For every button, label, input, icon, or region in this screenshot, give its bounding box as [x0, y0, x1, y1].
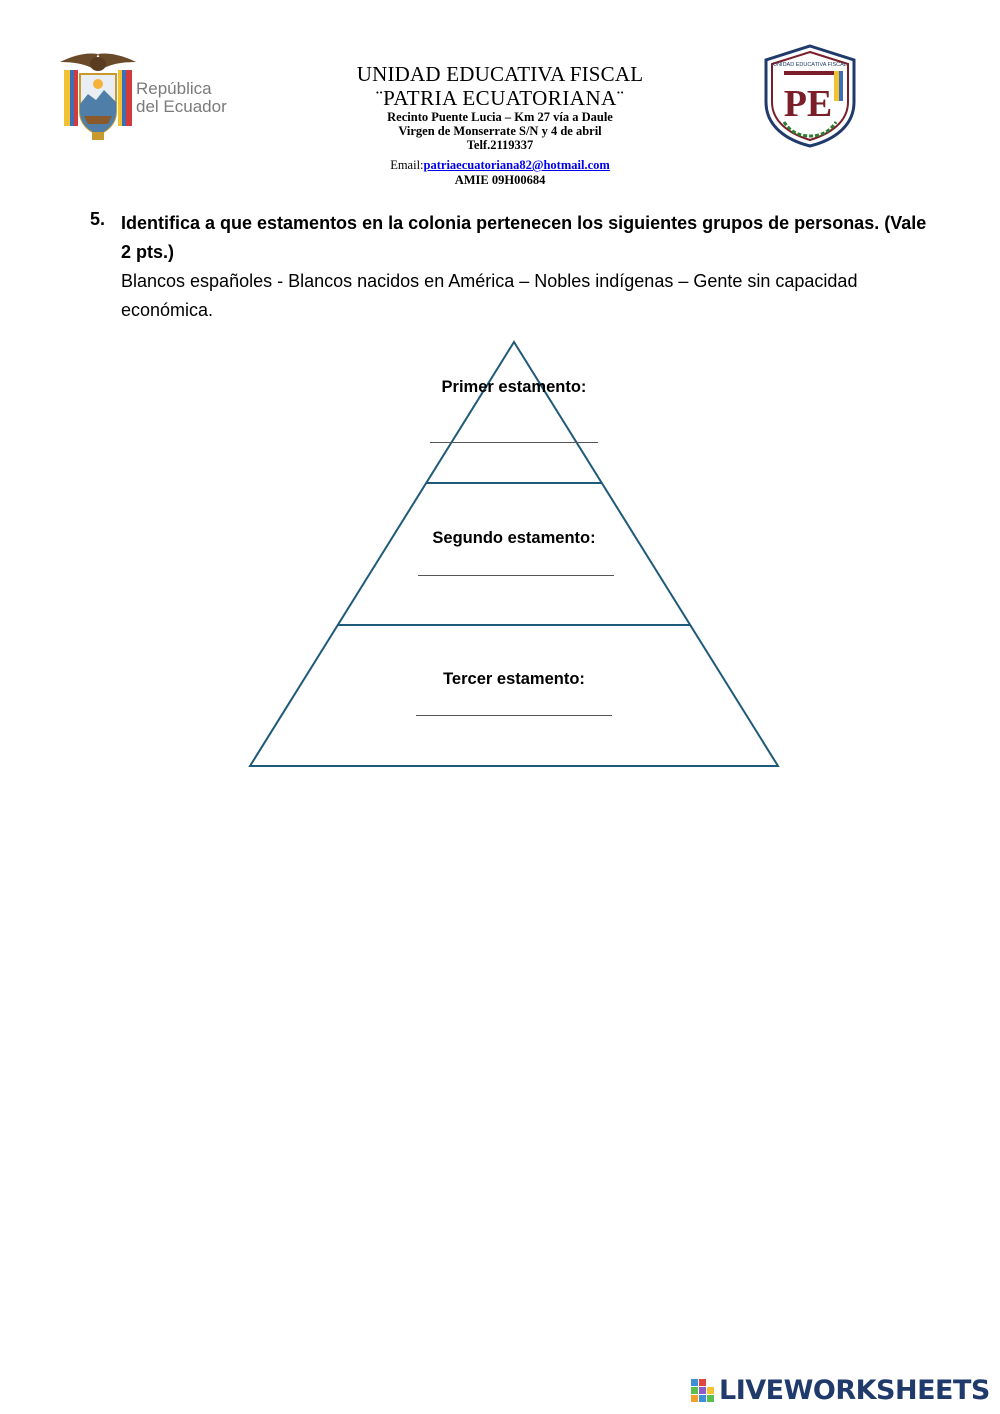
amie-code: AMIE 09H00684 [454, 173, 546, 187]
liveworksheets-wordmark: LIVEWORKSHEETS [719, 1374, 990, 1406]
level-3-label: Tercer estamento: [443, 670, 585, 688]
school-crest-logo [762, 44, 858, 148]
level-2-answer-line[interactable] [418, 575, 614, 576]
gov-logo-line1: República [136, 79, 212, 98]
level-2-label: Segundo estamento: [432, 529, 596, 547]
gov-logo-line2: del Ecuador [136, 97, 227, 116]
school-header [300, 62, 700, 188]
school-subtitle: ¨PATRIA ECUATORIANA¨ [375, 86, 625, 110]
level-1-label: Primer estamento: [441, 378, 587, 396]
school-name: UNIDAD EDUCATIVA FISCAL [356, 62, 644, 86]
liveworksheets-brand[interactable] [690, 1374, 990, 1406]
level-1-answer-line[interactable] [430, 442, 598, 443]
gov-logo-text [136, 80, 227, 116]
question-body [121, 209, 941, 325]
crest-monogram: PE [783, 83, 833, 125]
email-link[interactable]: patriaecuatoriana82@hotmail.com [423, 158, 610, 172]
school-crest-icon [762, 44, 858, 148]
ecuador-coat-of-arms-icon [58, 50, 138, 142]
address-line-1: Recinto Puente Lucia – Km 27 vía a Daule [387, 110, 613, 124]
question-options: Blancos españoles - Blancos nacidos en América – Nobles indígenas – Gente sin capacidad económica. [121, 271, 858, 320]
email-line [300, 158, 700, 172]
address-line-2: Virgen de Monserrate S/N y 4 de abril [398, 124, 602, 138]
question-number: 5. [90, 209, 106, 229]
crest-top-text: UNIDAD EDUCATIVA FISCAL [773, 62, 847, 68]
email-label: Email: [390, 158, 424, 172]
estamentos-pyramid [240, 335, 790, 775]
level-3-answer-line[interactable] [416, 715, 612, 716]
pyramid-triangle [250, 342, 778, 766]
phone: Telf.2119337 [466, 138, 534, 152]
pyramid-outline [240, 335, 790, 775]
liveworksheets-logo-icon [690, 1377, 716, 1403]
question-prompt: Identifica a que estamentos en la colonia pertenecen los siguientes grupos de personas. (Vale 2 pts.) [121, 213, 927, 262]
